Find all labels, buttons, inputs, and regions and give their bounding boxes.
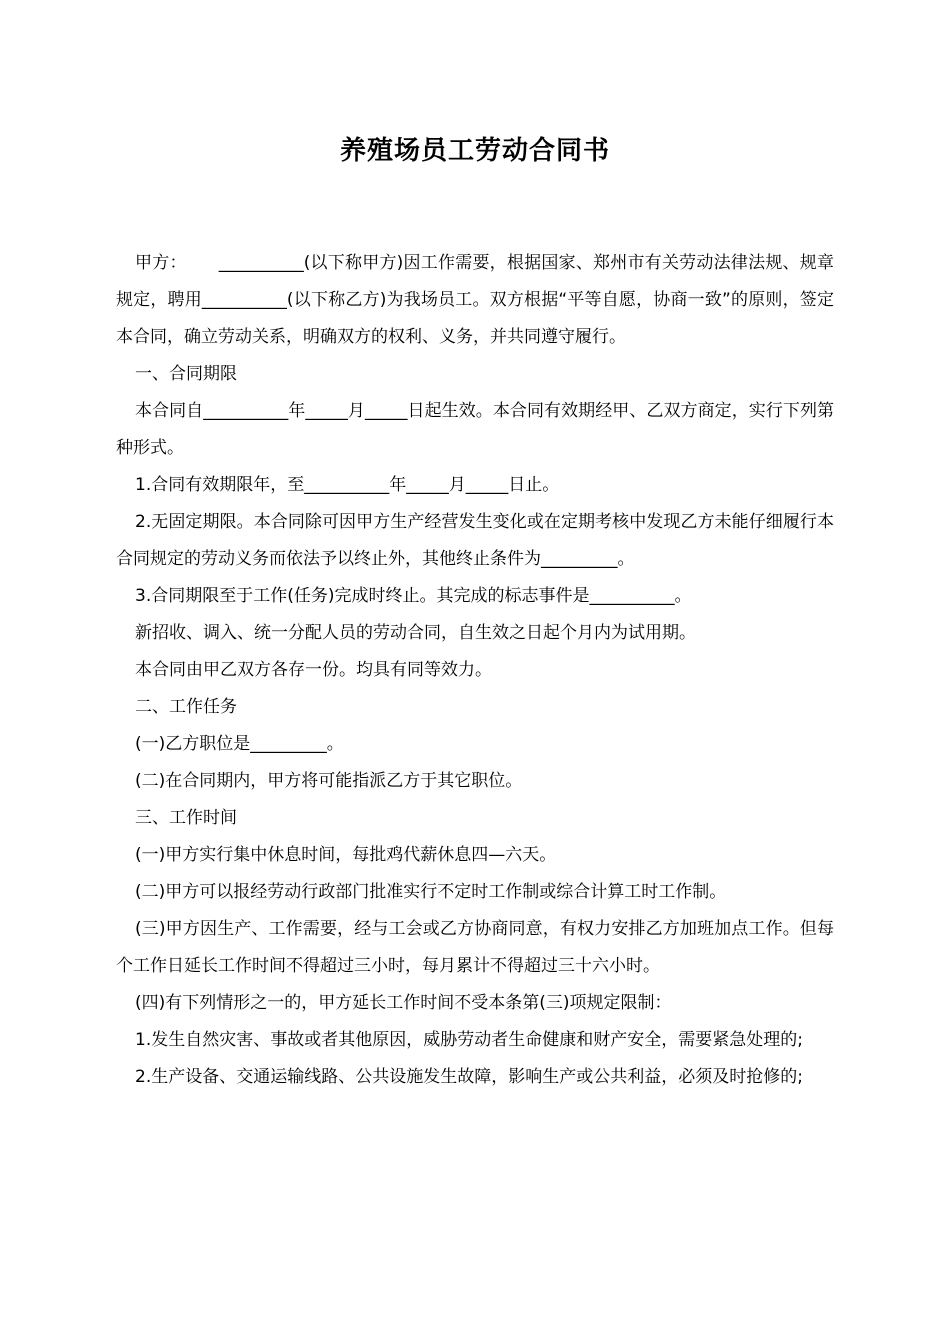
paragraph-probation: 新招收、调入、统一分配人员的劳动合同，自生效之日起个月内为试用期。 (135, 623, 696, 643)
paragraph-exception-repair: 2.生产设备、交通运输线路、公共设施发生故障，影响生产或公共利益，必须及时抢修的; (135, 1067, 803, 1087)
section-heading-term: 一、合同期限 (135, 364, 237, 384)
paragraph-exception-disaster: 1.发生自然灾害、事故或者其他原因，威胁劳动者生命健康和财产安全，需要紧急处理的; (135, 1030, 803, 1050)
intro-text: __________(以下称甲方)因工作需要，根据国家、郑州市有关劳动法律法规、规章规定，聘用__________(以下称乙方)为我场员工。双方根据“平等自愿，协商一致”的原则，签定本合同，确立劳动关系，明确双方的权利、义务，并共同遵守履行。 (116, 253, 835, 347)
paragraph-effective-date: 本合同自__________年_____月_____日起生效。本合同有效期经甲、乙双方商定，实行下列第种形式。 (116, 401, 834, 458)
paragraph-rest: (一)甲方实行集中休息时间，每批鸡代薪休息四—六天。 (135, 845, 557, 865)
section-heading-tasks: 二、工作任务 (135, 697, 237, 717)
document-body (116, 245, 834, 1096)
paragraph-reassign: (二)在合同期内，甲方将可能指派乙方于其它职位。 (135, 771, 523, 791)
paragraph-term-open: 2.无固定期限。本合同除可因甲方生产经营发生变化或在定期考核中发现乙方未能仔细履行本合同规定的劳动义务而依法予以终止外，其他终止条件为_________。 (116, 512, 834, 569)
document-title: 养殖场员工劳动合同书 (339, 136, 610, 166)
paragraph-overtime: (三)甲方因生产、工作需要，经与工会或乙方协商同意，有权力安排乙方加班加点工作。但每个工作日延长工作时间不得超过三小时，每月累计不得超过三十六小时。 (116, 919, 834, 976)
paragraph-copies: 本合同由甲乙双方各存一份。均具有同等效力。 (135, 660, 492, 680)
paragraph-term-task: 3.合同期限至于工作(任务)完成时终止。其完成的标志事件是__________。 (135, 586, 692, 606)
paragraph-term-fixed: 1.合同有效期限年，至__________年_____月_____日止。 (135, 475, 560, 495)
paragraph-overtime-exceptions: (四)有下列情形之一的，甲方延长工作时间不受本条第(三)项规定限制： (135, 993, 672, 1013)
section-heading-hours: 三、工作时间 (135, 808, 237, 828)
paragraph-flexible-hours: (二)甲方可以报经劳动行政部门批准实行不定时工作制或综合计算工时工作制。 (135, 882, 727, 902)
party-a-label: 甲方： (135, 253, 187, 273)
intro-paragraph (116, 245, 834, 356)
paragraph-position: (一)乙方职位是_________。 (135, 734, 344, 754)
